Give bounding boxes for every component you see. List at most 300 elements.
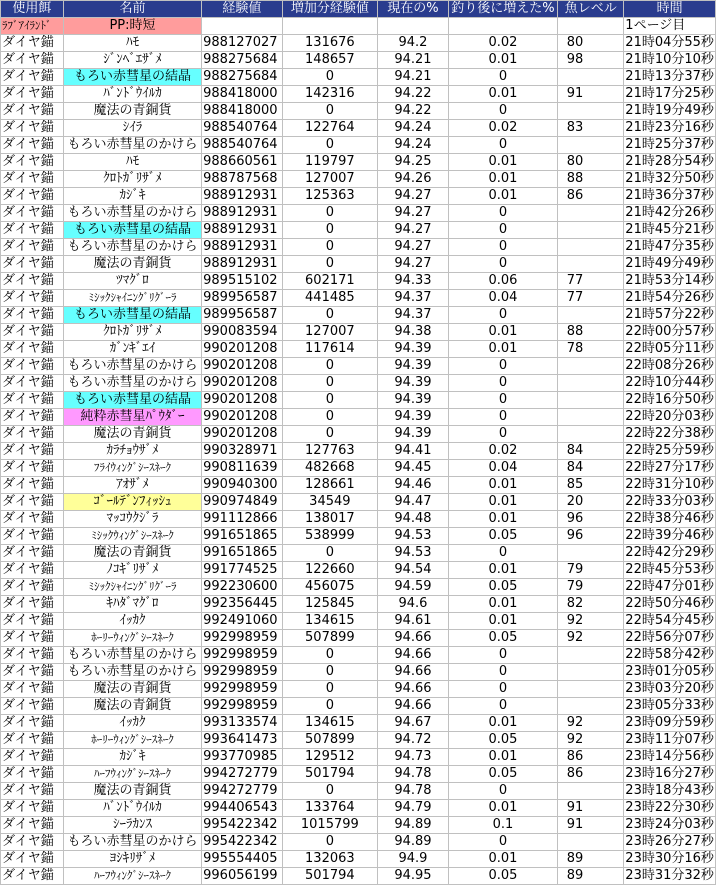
bait-cell[interactable]: ダイヤ錨 bbox=[1, 137, 64, 154]
column-header-fish-level[interactable]: 魚レベル bbox=[558, 1, 624, 18]
name-cell[interactable]: ｶｼﾞｷ bbox=[63, 188, 201, 205]
bait-cell[interactable]: ダイヤ錨 bbox=[1, 375, 64, 392]
bait-cell[interactable]: ダイヤ錨 bbox=[1, 324, 64, 341]
fish-level-cell[interactable]: 86 bbox=[558, 766, 624, 783]
name-cell[interactable]: 魔法の青銅貨 bbox=[63, 681, 201, 698]
name-cell[interactable]: ﾉｺｷﾞﾘｻﾞﾒ bbox=[63, 562, 201, 579]
percent-cell[interactable]: 94.67 bbox=[378, 715, 449, 732]
name-cell[interactable]: ｷﾊﾀﾞﾏｸﾞﾛ bbox=[63, 596, 201, 613]
info-name-cell[interactable]: PP:時短 bbox=[63, 18, 201, 35]
percent-cell[interactable]: 94.89 bbox=[378, 834, 449, 851]
bait-cell[interactable]: ダイヤ錨 bbox=[1, 341, 64, 358]
time-cell[interactable]: 22時54分45秒 bbox=[625, 613, 714, 628]
gain-cell[interactable]: 0 bbox=[282, 545, 378, 562]
exp-cell[interactable]: 989956587 bbox=[202, 290, 282, 307]
name-cell[interactable]: ﾊﾓ bbox=[63, 35, 201, 52]
time-cell[interactable]: 21時23分16秒 bbox=[625, 120, 714, 135]
gain-cell[interactable]: 0 bbox=[282, 69, 378, 86]
exp-cell[interactable]: 993770985 bbox=[202, 749, 282, 766]
time-cell[interactable]: 22時27分17秒 bbox=[625, 460, 714, 475]
percent-cell[interactable]: 94.59 bbox=[378, 579, 449, 596]
increase-cell[interactable]: 0 bbox=[448, 409, 557, 426]
percent-cell[interactable]: 94.48 bbox=[378, 511, 449, 528]
time-cell[interactable]: 22時47分01秒 bbox=[625, 579, 714, 594]
increase-cell[interactable]: 0.01 bbox=[448, 749, 557, 766]
percent-cell[interactable]: 94.95 bbox=[378, 868, 449, 885]
increase-cell[interactable]: 0 bbox=[448, 137, 557, 154]
increase-cell[interactable]: 0.01 bbox=[448, 511, 557, 528]
gain-cell[interactable]: 0 bbox=[282, 426, 378, 443]
increase-cell[interactable]: 0 bbox=[448, 392, 557, 409]
name-cell[interactable]: ｼｰﾗｶﾝｽ bbox=[63, 817, 201, 834]
gain-cell[interactable]: 134615 bbox=[282, 715, 378, 732]
exp-cell[interactable]: 991651865 bbox=[202, 545, 282, 562]
exp-cell[interactable]: 992491060 bbox=[202, 613, 282, 630]
increase-cell[interactable]: 0.01 bbox=[448, 494, 557, 511]
fish-level-cell[interactable] bbox=[558, 358, 624, 375]
bait-cell[interactable]: ダイヤ錨 bbox=[1, 766, 64, 783]
info-empty-cell[interactable] bbox=[558, 18, 624, 35]
bait-cell[interactable]: ダイヤ錨 bbox=[1, 681, 64, 698]
name-cell[interactable]: ﾎｰﾘｰｳｨﾝｸﾞｼｰｽﾈｰｸ bbox=[63, 732, 201, 749]
gain-cell[interactable]: 482668 bbox=[282, 460, 378, 477]
name-cell[interactable]: ｺﾞｰﾙﾃﾞﾝﾌｨｯｼｭ bbox=[63, 494, 201, 511]
percent-cell[interactable]: 94.27 bbox=[378, 188, 449, 205]
gain-cell[interactable]: 122764 bbox=[282, 120, 378, 137]
percent-cell[interactable]: 94.27 bbox=[378, 222, 449, 239]
exp-cell[interactable]: 988418000 bbox=[202, 103, 282, 120]
time-cell[interactable]: 21時13分37秒 bbox=[625, 69, 714, 84]
gain-cell[interactable]: 501794 bbox=[282, 766, 378, 783]
percent-cell[interactable]: 94.72 bbox=[378, 732, 449, 749]
gain-cell[interactable]: 602171 bbox=[282, 273, 378, 290]
percent-cell[interactable]: 94.78 bbox=[378, 766, 449, 783]
time-cell[interactable]: 23時01分05秒 bbox=[625, 664, 714, 679]
fish-level-cell[interactable]: 91 bbox=[558, 800, 624, 817]
exp-cell[interactable]: 993133574 bbox=[202, 715, 282, 732]
exp-cell[interactable]: 990974849 bbox=[202, 494, 282, 511]
bait-cell[interactable]: ダイヤ錨 bbox=[1, 171, 64, 188]
time-cell[interactable]: 22時10分44秒 bbox=[625, 375, 714, 390]
fish-level-cell[interactable]: 91 bbox=[558, 817, 624, 834]
percent-cell[interactable]: 94.25 bbox=[378, 154, 449, 171]
time-cell[interactable]: 21時42分26秒 bbox=[625, 205, 714, 220]
increase-cell[interactable]: 0.02 bbox=[448, 120, 557, 137]
name-cell[interactable]: 魔法の青銅貨 bbox=[63, 698, 201, 715]
exp-cell[interactable]: 991112866 bbox=[202, 511, 282, 528]
increase-cell[interactable]: 0.1 bbox=[448, 817, 557, 834]
bait-cell[interactable]: ダイヤ錨 bbox=[1, 443, 64, 460]
time-cell[interactable]: 21時54分26秒 bbox=[625, 290, 714, 305]
name-cell[interactable]: もろい赤彗星の結晶 bbox=[63, 222, 201, 239]
fish-level-cell[interactable] bbox=[558, 664, 624, 681]
increase-cell[interactable]: 0.06 bbox=[448, 273, 557, 290]
bait-cell[interactable]: ダイヤ錨 bbox=[1, 596, 64, 613]
time-cell[interactable]: 21時10分10秒 bbox=[625, 52, 714, 67]
name-cell[interactable]: もろい赤彗星のかけら bbox=[63, 137, 201, 154]
time-cell[interactable]: 21時04分55秒 bbox=[625, 35, 714, 50]
increase-cell[interactable]: 0.05 bbox=[448, 579, 557, 596]
column-header-gain[interactable]: 増加分経験値 bbox=[282, 1, 378, 18]
bait-cell[interactable]: ダイヤ錨 bbox=[1, 120, 64, 137]
exp-cell[interactable]: 990940300 bbox=[202, 477, 282, 494]
bait-cell[interactable]: ダイヤ錨 bbox=[1, 307, 64, 324]
info-empty-cell[interactable] bbox=[202, 18, 282, 35]
exp-cell[interactable]: 996056199 bbox=[202, 868, 282, 885]
time-cell[interactable]: 23時30分16秒 bbox=[625, 851, 714, 866]
gain-cell[interactable]: 0 bbox=[282, 205, 378, 222]
fish-level-cell[interactable]: 92 bbox=[558, 613, 624, 630]
percent-cell[interactable]: 94.66 bbox=[378, 647, 449, 664]
exp-cell[interactable]: 988418000 bbox=[202, 86, 282, 103]
gain-cell[interactable]: 129512 bbox=[282, 749, 378, 766]
exp-cell[interactable]: 988127027 bbox=[202, 35, 282, 52]
name-cell[interactable]: もろい赤彗星の結晶 bbox=[63, 392, 201, 409]
bait-cell[interactable]: ダイヤ錨 bbox=[1, 834, 64, 851]
increase-cell[interactable]: 0 bbox=[448, 375, 557, 392]
bait-cell[interactable]: ダイヤ錨 bbox=[1, 749, 64, 766]
time-cell[interactable]: 23時31分32秒 bbox=[625, 868, 714, 883]
bait-cell[interactable]: ダイヤ錨 bbox=[1, 630, 64, 647]
time-cell[interactable]: 21時49分49秒 bbox=[625, 256, 714, 271]
name-cell[interactable]: もろい赤彗星の結晶 bbox=[63, 307, 201, 324]
time-cell[interactable]: 22時33分03秒 bbox=[625, 494, 714, 509]
increase-cell[interactable]: 0 bbox=[448, 256, 557, 273]
time-cell[interactable]: 22時42分29秒 bbox=[625, 545, 714, 560]
time-cell[interactable]: 21時57分22秒 bbox=[625, 307, 714, 322]
fish-level-cell[interactable] bbox=[558, 69, 624, 86]
increase-cell[interactable]: 0 bbox=[448, 239, 557, 256]
gain-cell[interactable]: 128661 bbox=[282, 477, 378, 494]
fish-level-cell[interactable]: 88 bbox=[558, 324, 624, 341]
name-cell[interactable]: もろい赤彗星のかけら bbox=[63, 375, 201, 392]
fish-level-cell[interactable] bbox=[558, 545, 624, 562]
fish-level-cell[interactable] bbox=[558, 698, 624, 715]
percent-cell[interactable]: 94.66 bbox=[378, 630, 449, 647]
time-cell[interactable]: 21時17分25秒 bbox=[625, 86, 714, 101]
increase-cell[interactable]: 0 bbox=[448, 647, 557, 664]
fish-level-cell[interactable] bbox=[558, 375, 624, 392]
gain-cell[interactable]: 0 bbox=[282, 358, 378, 375]
gain-cell[interactable]: 538999 bbox=[282, 528, 378, 545]
exp-cell[interactable]: 994406543 bbox=[202, 800, 282, 817]
percent-cell[interactable]: 94.2 bbox=[378, 35, 449, 52]
time-cell[interactable]: 23時24分03秒 bbox=[625, 817, 714, 832]
exp-cell[interactable]: 994272779 bbox=[202, 766, 282, 783]
fish-level-cell[interactable]: 86 bbox=[558, 188, 624, 205]
bait-cell[interactable]: ダイヤ錨 bbox=[1, 732, 64, 749]
fish-level-cell[interactable]: 79 bbox=[558, 562, 624, 579]
fish-level-cell[interactable]: 98 bbox=[558, 52, 624, 69]
name-cell[interactable]: 魔法の青銅貨 bbox=[63, 783, 201, 800]
increase-cell[interactable]: 0 bbox=[448, 783, 557, 800]
fish-level-cell[interactable]: 79 bbox=[558, 579, 624, 596]
exp-cell[interactable]: 988787568 bbox=[202, 171, 282, 188]
time-cell[interactable]: 21時25分37秒 bbox=[625, 137, 714, 152]
fish-level-cell[interactable]: 84 bbox=[558, 460, 624, 477]
fish-level-cell[interactable]: 80 bbox=[558, 35, 624, 52]
bait-cell[interactable]: ダイヤ錨 bbox=[1, 392, 64, 409]
column-header-time[interactable]: 時間 bbox=[624, 1, 716, 18]
time-cell[interactable]: 23時09分59秒 bbox=[625, 715, 714, 730]
percent-cell[interactable]: 94.39 bbox=[378, 426, 449, 443]
increase-cell[interactable]: 0.01 bbox=[448, 86, 557, 103]
time-cell[interactable]: 23時05分33秒 bbox=[625, 698, 714, 713]
name-cell[interactable]: もろい赤彗星のかけら bbox=[63, 205, 201, 222]
percent-cell[interactable]: 94.24 bbox=[378, 137, 449, 154]
time-cell[interactable]: 21時47分35秒 bbox=[625, 239, 714, 254]
gain-cell[interactable]: 125363 bbox=[282, 188, 378, 205]
gain-cell[interactable]: 138017 bbox=[282, 511, 378, 528]
gain-cell[interactable]: 0 bbox=[282, 137, 378, 154]
increase-cell[interactable]: 0.01 bbox=[448, 171, 557, 188]
increase-cell[interactable]: 0.01 bbox=[448, 477, 557, 494]
increase-cell[interactable]: 0 bbox=[448, 545, 557, 562]
percent-cell[interactable]: 94.22 bbox=[378, 103, 449, 120]
exp-cell[interactable]: 990201208 bbox=[202, 392, 282, 409]
bait-cell[interactable]: ダイヤ錨 bbox=[1, 613, 64, 630]
bait-cell[interactable]: ダイヤ錨 bbox=[1, 545, 64, 562]
gain-cell[interactable]: 0 bbox=[282, 222, 378, 239]
gain-cell[interactable]: 117614 bbox=[282, 341, 378, 358]
increase-cell[interactable]: 0.05 bbox=[448, 528, 557, 545]
exp-cell[interactable]: 992998959 bbox=[202, 664, 282, 681]
exp-cell[interactable]: 988912931 bbox=[202, 239, 282, 256]
fish-level-cell[interactable]: 89 bbox=[558, 868, 624, 885]
bait-cell[interactable]: ダイヤ錨 bbox=[1, 647, 64, 664]
bait-cell[interactable]: ダイヤ錨 bbox=[1, 358, 64, 375]
time-cell[interactable]: 23時26分27秒 bbox=[625, 834, 714, 849]
percent-cell[interactable]: 94.26 bbox=[378, 171, 449, 188]
time-cell[interactable]: 22時39分46秒 bbox=[625, 528, 714, 543]
gain-cell[interactable]: 456075 bbox=[282, 579, 378, 596]
name-cell[interactable]: ｶﾞﾝｷﾞｴｲ bbox=[63, 341, 201, 358]
time-cell[interactable]: 22時45分53秒 bbox=[625, 562, 714, 577]
exp-cell[interactable]: 989956587 bbox=[202, 307, 282, 324]
name-cell[interactable]: ｸﾛﾄｶﾞﾘｻﾞﾒ bbox=[63, 324, 201, 341]
fish-level-cell[interactable] bbox=[558, 239, 624, 256]
time-cell[interactable]: 22時31分10秒 bbox=[625, 477, 714, 492]
exp-cell[interactable]: 995422342 bbox=[202, 834, 282, 851]
time-cell[interactable]: 22時38分46秒 bbox=[625, 511, 714, 526]
gain-cell[interactable]: 0 bbox=[282, 698, 378, 715]
increase-cell[interactable]: 0.05 bbox=[448, 868, 557, 885]
exp-cell[interactable]: 990201208 bbox=[202, 426, 282, 443]
percent-cell[interactable]: 94.27 bbox=[378, 239, 449, 256]
percent-cell[interactable]: 94.24 bbox=[378, 120, 449, 137]
gain-cell[interactable]: 0 bbox=[282, 103, 378, 120]
fish-level-cell[interactable] bbox=[558, 103, 624, 120]
name-cell[interactable]: ﾐｼｯｸｳｨﾝｸﾞｼｰｽﾈｰｸ bbox=[63, 528, 201, 545]
exp-cell[interactable]: 988660561 bbox=[202, 154, 282, 171]
exp-cell[interactable]: 991651865 bbox=[202, 528, 282, 545]
increase-cell[interactable]: 0 bbox=[448, 664, 557, 681]
exp-cell[interactable]: 990201208 bbox=[202, 375, 282, 392]
name-cell[interactable]: ﾊﾓ bbox=[63, 154, 201, 171]
time-cell[interactable]: 21時53分14秒 bbox=[625, 273, 714, 288]
column-header-percent[interactable]: 現在の% bbox=[378, 1, 449, 18]
bait-cell[interactable]: ダイヤ錨 bbox=[1, 222, 64, 239]
fish-level-cell[interactable]: 89 bbox=[558, 851, 624, 868]
bait-cell[interactable]: ダイヤ錨 bbox=[1, 103, 64, 120]
exp-cell[interactable]: 990328971 bbox=[202, 443, 282, 460]
fish-level-cell[interactable]: 80 bbox=[558, 154, 624, 171]
exp-cell[interactable]: 995422342 bbox=[202, 817, 282, 834]
increase-cell[interactable]: 0.05 bbox=[448, 630, 557, 647]
percent-cell[interactable]: 94.78 bbox=[378, 783, 449, 800]
name-cell[interactable]: 魔法の青銅貨 bbox=[63, 426, 201, 443]
fish-level-cell[interactable]: 92 bbox=[558, 732, 624, 749]
bait-cell[interactable]: ダイヤ錨 bbox=[1, 205, 64, 222]
exp-cell[interactable]: 988540764 bbox=[202, 120, 282, 137]
name-cell[interactable]: ｲｯｶｸ bbox=[63, 613, 201, 630]
percent-cell[interactable]: 94.54 bbox=[378, 562, 449, 579]
gain-cell[interactable]: 441485 bbox=[282, 290, 378, 307]
percent-cell[interactable]: 94.22 bbox=[378, 86, 449, 103]
increase-cell[interactable]: 0.01 bbox=[448, 800, 557, 817]
name-cell[interactable]: もろい赤彗星の結晶 bbox=[63, 69, 201, 86]
increase-cell[interactable]: 0 bbox=[448, 205, 557, 222]
gain-cell[interactable]: 0 bbox=[282, 307, 378, 324]
bait-cell[interactable]: ダイヤ錨 bbox=[1, 800, 64, 817]
gain-cell[interactable]: 1015799 bbox=[282, 817, 378, 834]
gain-cell[interactable]: 0 bbox=[282, 239, 378, 256]
percent-cell[interactable]: 94.47 bbox=[378, 494, 449, 511]
name-cell[interactable]: ﾖｼｷﾘｻﾞﾒ bbox=[63, 851, 201, 868]
name-cell[interactable]: もろい赤彗星のかけら bbox=[63, 647, 201, 664]
gain-cell[interactable]: 132063 bbox=[282, 851, 378, 868]
time-cell[interactable]: 23時11分07秒 bbox=[625, 732, 714, 747]
exp-cell[interactable]: 988275684 bbox=[202, 52, 282, 69]
percent-cell[interactable]: 94.41 bbox=[378, 443, 449, 460]
increase-cell[interactable]: 0.01 bbox=[448, 613, 557, 630]
gain-cell[interactable]: 0 bbox=[282, 392, 378, 409]
exp-cell[interactable]: 993641473 bbox=[202, 732, 282, 749]
name-cell[interactable]: ｱｵｻﾞﾒ bbox=[63, 477, 201, 494]
gain-cell[interactable]: 122660 bbox=[282, 562, 378, 579]
name-cell[interactable]: ﾐｼｯｸｼｬｲﾆﾝｸﾞﾘｸﾞｰﾗ bbox=[63, 579, 201, 596]
bait-cell[interactable]: ダイヤ錨 bbox=[1, 562, 64, 579]
bait-cell[interactable]: ダイヤ錨 bbox=[1, 154, 64, 171]
gain-cell[interactable]: 34549 bbox=[282, 494, 378, 511]
bait-cell[interactable]: ダイヤ錨 bbox=[1, 188, 64, 205]
fish-level-cell[interactable]: 20 bbox=[558, 494, 624, 511]
info-page-cell[interactable]: 1ページ目 bbox=[624, 18, 716, 35]
percent-cell[interactable]: 94.27 bbox=[378, 256, 449, 273]
gain-cell[interactable]: 148657 bbox=[282, 52, 378, 69]
increase-cell[interactable]: 0.01 bbox=[448, 188, 557, 205]
increase-cell[interactable]: 0 bbox=[448, 307, 557, 324]
name-cell[interactable]: ｲｯｶｸ bbox=[63, 715, 201, 732]
name-cell[interactable]: ﾏｯｺｳｸｼﾞﾗ bbox=[63, 511, 201, 528]
name-cell[interactable]: ﾊﾞﾝﾄﾞｳｲﾙｶ bbox=[63, 86, 201, 103]
name-cell[interactable]: 魔法の青銅貨 bbox=[63, 103, 201, 120]
percent-cell[interactable]: 94.53 bbox=[378, 545, 449, 562]
name-cell[interactable]: ﾊｰﾌｳｨﾝｸﾞｼｰｽﾈｰｸ bbox=[63, 868, 201, 885]
time-cell[interactable]: 22時16分50秒 bbox=[625, 392, 714, 407]
fish-level-cell[interactable]: 77 bbox=[558, 273, 624, 290]
exp-cell[interactable]: 990811639 bbox=[202, 460, 282, 477]
name-cell[interactable]: ｼｲﾗ bbox=[63, 120, 201, 137]
percent-cell[interactable]: 94.66 bbox=[378, 681, 449, 698]
fish-level-cell[interactable] bbox=[558, 392, 624, 409]
exp-cell[interactable]: 992998959 bbox=[202, 681, 282, 698]
percent-cell[interactable]: 94.6 bbox=[378, 596, 449, 613]
gain-cell[interactable]: 0 bbox=[282, 375, 378, 392]
percent-cell[interactable]: 94.66 bbox=[378, 698, 449, 715]
percent-cell[interactable]: 94.9 bbox=[378, 851, 449, 868]
name-cell[interactable]: もろい赤彗星のかけら bbox=[63, 664, 201, 681]
time-cell[interactable]: 22時58分42秒 bbox=[625, 647, 714, 662]
time-cell[interactable]: 22時00分57秒 bbox=[625, 324, 714, 339]
gain-cell[interactable]: 501794 bbox=[282, 868, 378, 885]
increase-cell[interactable]: 0.02 bbox=[448, 443, 557, 460]
gain-cell[interactable]: 507899 bbox=[282, 732, 378, 749]
time-cell[interactable]: 23時22分30秒 bbox=[625, 800, 714, 815]
percent-cell[interactable]: 94.21 bbox=[378, 52, 449, 69]
exp-cell[interactable]: 990083594 bbox=[202, 324, 282, 341]
exp-cell[interactable]: 988275684 bbox=[202, 69, 282, 86]
name-cell[interactable]: 魔法の青銅貨 bbox=[63, 545, 201, 562]
name-cell[interactable]: 魔法の青銅貨 bbox=[63, 256, 201, 273]
exp-cell[interactable]: 988912931 bbox=[202, 188, 282, 205]
bait-cell[interactable]: ダイヤ錨 bbox=[1, 86, 64, 103]
exp-cell[interactable]: 995554405 bbox=[202, 851, 282, 868]
column-header-bait[interactable]: 使用餌 bbox=[1, 1, 64, 18]
percent-cell[interactable]: 94.37 bbox=[378, 290, 449, 307]
fish-level-cell[interactable] bbox=[558, 137, 624, 154]
bait-cell[interactable]: ダイヤ錨 bbox=[1, 477, 64, 494]
name-cell[interactable]: もろい赤彗星のかけら bbox=[63, 239, 201, 256]
fish-level-cell[interactable]: 91 bbox=[558, 86, 624, 103]
time-cell[interactable]: 23時18分43秒 bbox=[625, 783, 714, 798]
fish-level-cell[interactable]: 96 bbox=[558, 528, 624, 545]
increase-cell[interactable]: 0 bbox=[448, 358, 557, 375]
increase-cell[interactable]: 0.01 bbox=[448, 52, 557, 69]
percent-cell[interactable]: 94.21 bbox=[378, 69, 449, 86]
increase-cell[interactable]: 0 bbox=[448, 681, 557, 698]
percent-cell[interactable]: 94.39 bbox=[378, 358, 449, 375]
gain-cell[interactable]: 131676 bbox=[282, 35, 378, 52]
name-cell[interactable]: 純粋赤彗星ﾊﾟｳﾀﾞｰ bbox=[63, 409, 201, 426]
gain-cell[interactable]: 0 bbox=[282, 409, 378, 426]
increase-cell[interactable]: 0.02 bbox=[448, 35, 557, 52]
percent-cell[interactable]: 94.39 bbox=[378, 409, 449, 426]
exp-cell[interactable]: 992998959 bbox=[202, 647, 282, 664]
column-header-name[interactable]: 名前 bbox=[63, 1, 201, 18]
bait-cell[interactable]: ダイヤ錨 bbox=[1, 579, 64, 596]
increase-cell[interactable]: 0 bbox=[448, 698, 557, 715]
time-cell[interactable]: 22時08分26秒 bbox=[625, 358, 714, 373]
percent-cell[interactable]: 94.38 bbox=[378, 324, 449, 341]
fish-level-cell[interactable] bbox=[558, 409, 624, 426]
fish-level-cell[interactable]: 78 bbox=[558, 341, 624, 358]
time-cell[interactable]: 22時22分38秒 bbox=[625, 426, 714, 441]
percent-cell[interactable]: 94.61 bbox=[378, 613, 449, 630]
name-cell[interactable]: ﾌﾗｲｳｨﾝｸﾞｼｰｽﾈｰｸ bbox=[63, 460, 201, 477]
exp-cell[interactable]: 992998959 bbox=[202, 698, 282, 715]
increase-cell[interactable]: 0 bbox=[448, 222, 557, 239]
time-cell[interactable]: 23時03分20秒 bbox=[625, 681, 714, 696]
percent-cell[interactable]: 94.27 bbox=[378, 205, 449, 222]
bait-cell[interactable]: ダイヤ錨 bbox=[1, 52, 64, 69]
increase-cell[interactable]: 0.04 bbox=[448, 460, 557, 477]
time-cell[interactable]: 21時28分54秒 bbox=[625, 154, 714, 169]
exp-cell[interactable]: 992998959 bbox=[202, 630, 282, 647]
bait-cell[interactable]: ダイヤ錨 bbox=[1, 460, 64, 477]
percent-cell[interactable]: 94.33 bbox=[378, 273, 449, 290]
bait-cell[interactable]: ダイヤ錨 bbox=[1, 868, 64, 885]
